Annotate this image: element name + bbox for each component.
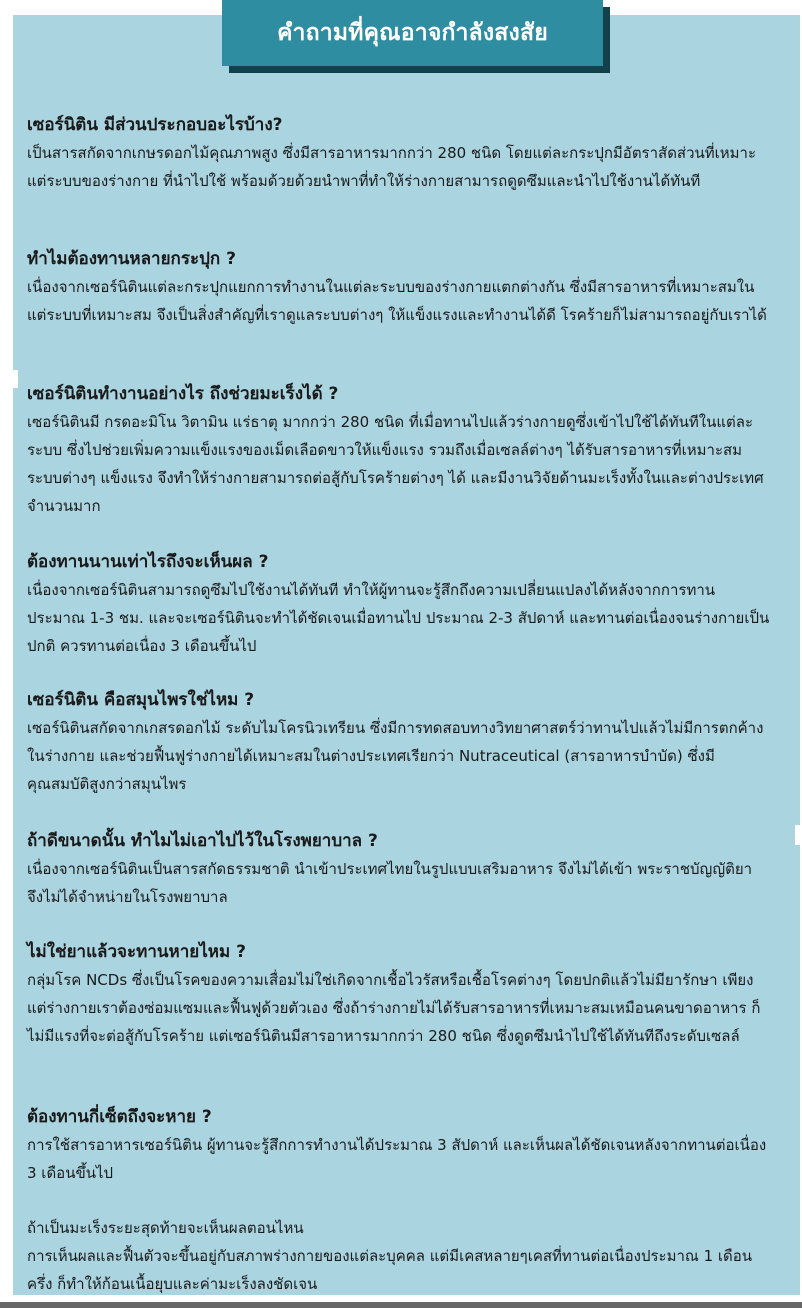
faq-question: เซอร์นิติน มีส่วนประกอบอะไรบ้าง? [27, 115, 283, 135]
faq-question: ถ้าดีขนาดนั้น ทำไมไม่เอาไปไว้ในโรงพยาบาล ? [27, 831, 378, 851]
page-title: คำถามที่คุณอาจกำลังสงสัย [222, 0, 603, 66]
faq-item [27, 550, 772, 660]
faq-answer: เป็นสารสกัดจากเกษรดอกไม้คุณภาพสูง ซึ่งมีสารอาหารมากกว่า 280 ชนิด โดยแต่ละกระปุกมีอัตราสัดส่วนที่เหมาะ แต่ระบบของร่างกาย ที่นำไปใช้ พร้อมด้วยด้วยนำพาที่ทำให้ร่างกายสามารถดูดซึมและนำไปใช้งานได้ทันที [27, 144, 757, 190]
faq-item [27, 1105, 772, 1187]
bottom-divider [0, 1302, 802, 1308]
faq-item [27, 688, 772, 798]
panel-notch-right [795, 825, 800, 845]
faq-item [27, 113, 772, 195]
faq-answer: เนื่องจากเซอร์นิตินเป็นสารสกัดธรรมชาติ นำเข้าประเทศไทยในรูปแบบเสริมอาหาร จึงไม่ได้เข้า พระราชบัญญัติยา จึงไม่ได้จำหน่ายในโรงพยาบาล [27, 860, 753, 906]
faq-answer: การใช้สารอาหารเซอร์นิติน ผู้ทานจะรู้สึกการทำงานได้ประมาณ 3 สัปดาห์ และเห็นผลได้ชัดเจนหลังจากทานต่อเนื่อง 3 เดือนขึ้นไป [27, 1136, 767, 1182]
faq-item [27, 940, 772, 1050]
faq-item [27, 829, 772, 911]
faq-answer: การเห็นผลและฟื้นตัวจะขึ้นอยู่กับสภาพร่างกายของแต่ละบุคคล แต่มีเคสหลายๆเคสที่ทานต่อเนื่องประมาณ 1 เดือน ครึ่ง ก็ทำให้ก้อนเนื้อยุบและค่ามะเร็งลงชัดเจน [27, 1247, 753, 1293]
faq-answer: เซอร์นิตินสกัดจากเกสรดอกไม้ ระดับไมโครนิวเทรียน ซึ่งมีการทดสอบทางวิทยาศาสตร์ว่าทานไปแล้วไม่มีการตกค้างในร่างกาย และช่วยฟื้นฟูร่างกายได้เหมาะสมในต่างประเทศเรียกว่า Nutraceutical (สารอาหารบำบัด) ซึ่งมีคุณสมบัติสูงกว่าสมุนไพร [27, 719, 764, 793]
faq-question: เซอร์นิตินทำงานอย่างไร ถึงช่วยมะเร็งได้ ? [27, 384, 339, 404]
faq-question: ไม่ใช่ยาแล้วจะทานหายไหม ? [27, 942, 246, 962]
faq-question: ถ้าเป็นมะเร็งระยะสุดท้ายจะเห็นผลตอนไหน [27, 1219, 304, 1237]
faq-answer: เนื่องจากเซอร์นิตินแต่ละกระปุกแยกการทำงานในแต่ละระบบของร่างกายแตกต่างกัน ซึ่งมีสารอาหารที่เหมาะสมในแต่ระบบที่เหมาะสม จึงเป็นสิ่งสำคัญที่เราดูแลระบบต่างๆ ให้แข็งแรงและทำงานได้ดี โรคร้ายก็ไม่สามารถอยู่กับเราได้ [27, 278, 767, 324]
panel-notch-left [13, 370, 18, 388]
faq-answer: กลุ่มโรค NCDs ซึ่งเป็นโรคของความเสื่อมไม่ใช่เกิดจากเชื้อไวรัสหรือเชื้อโรคต่างๆ โดยปกติแล้วไม่มียารักษา เพียงแต่ร่างกายเราต้องซ่อมแซมและฟื้นฟูด้วยตัวเอง ซึ่งถ้าร่างกายไม่ได้รับสารอาหารที่เหมาะสมเหมือนคนขาดอาหาร ก็ไม่มีแรงที่จะต่อสู้กับโรคร้าย แต่เซอร์นิตินมีสารอาหารมากกว่า 280 ชนิด ซึ่งดูดซึมนำไปใช้ได้ทันทีถึงระดับเซลล์ [27, 971, 761, 1045]
faq-answer: เซอร์นิตินมี กรดอะมิโน วิตามิน แร่ธาตุ มากกว่า 280 ชนิด ที่เมื่อทานไปแล้วร่างกายดูซึ่งเข้าไปใช้ได้ทันทีในแต่ละระบบ ซึ่งไปช่วยเพิ่มความแข็งแรงของเม็ดเลือดขาวให้แข็งแรง รวมถึงเมื่อเซลล์ต่างๆ ได้รับสารอาหารที่เหมาะสมระบบต่างๆ แข็งแรง จึงทำให้ร่างกายสามารถต่อสู้กับโรคร้ายต่างๆ ได้ และมีงานวิจัยด้านมะเร็งทั้งในและต่างประเทศ จำนวนมาก [27, 413, 764, 515]
faq-item [27, 247, 772, 329]
faq-question: ต้องทานนานเท่าไรถึงจะเห็นผล ? [27, 552, 269, 572]
faq-item [27, 382, 772, 520]
faq-question: เซอร์นิติน คือสมุนไพรใช่ไหม ? [27, 690, 255, 710]
faq-item [27, 1214, 772, 1298]
faq-question: ทำไมต้องทานหลายกระปุก ? [27, 249, 236, 269]
faq-answer: เนื่องจากเซอร์นิตินสามารถดูซึมไปใช้งานได้ทันที ทำให้ผู้ทานจะรู้สึกถึงความเปลี่ยนแปลงได้หลังจากการทานประมาณ 1-3 ชม. และจะเซอร์นิตินจะทำได้ชัดเจนเมื่อทานไป ประมาณ 2-3 สัปดาห์ และทานต่อเนื่องจนร่างกายเป็นปกติ ควรทานต่อเนื่อง 3 เดือนขึ้นไป [27, 581, 770, 655]
faq-question: ต้องทานกี่เซ็ตถึงจะหาย ? [27, 1107, 212, 1127]
